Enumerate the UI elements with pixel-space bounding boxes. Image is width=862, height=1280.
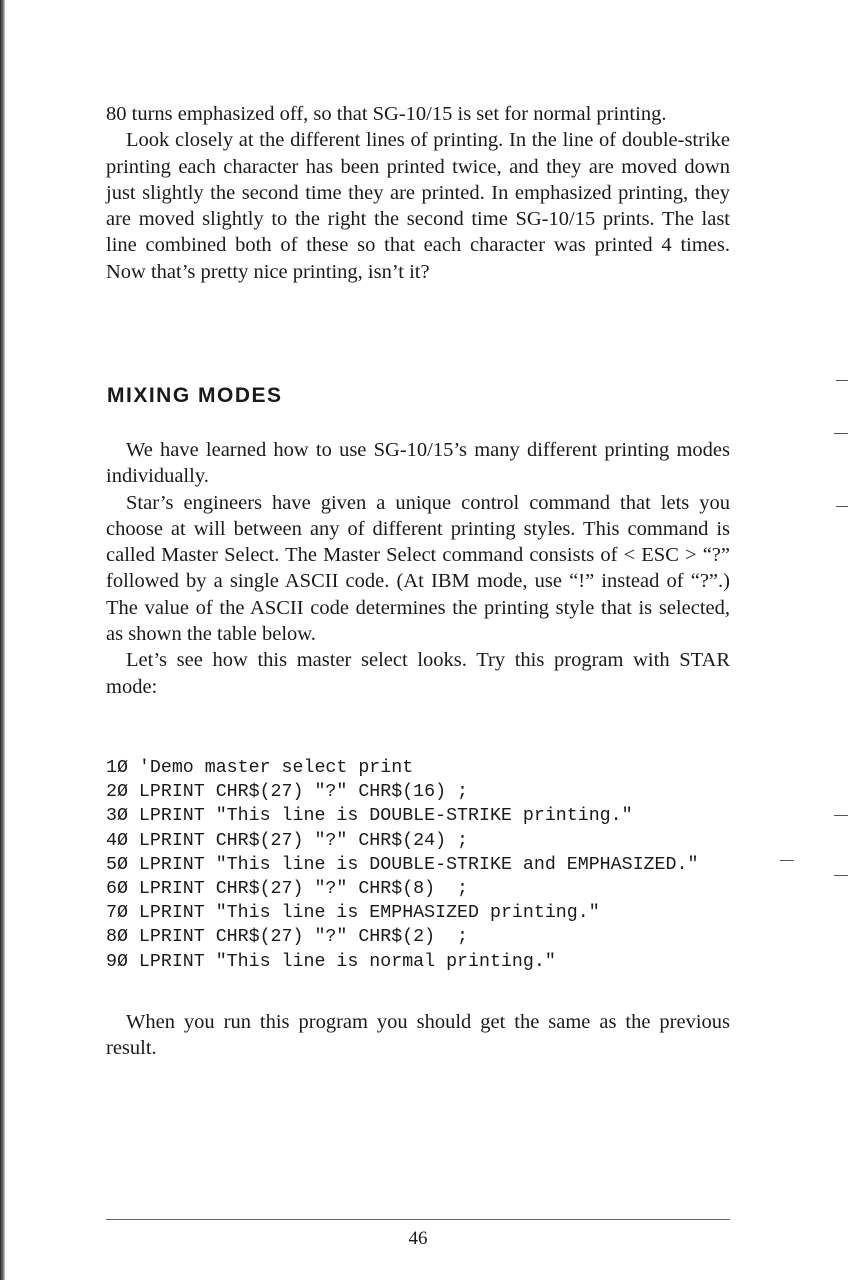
section-heading: MIXING MODES [107,384,283,407]
paragraph: We have learned how to use SG-10/15’s many different printing modes individually. [106,439,730,488]
code-line: 8Ø LPRINT CHR$(27) "?" CHR$(2) ; [106,927,469,948]
footer-rule [106,1219,730,1220]
code-listing [106,756,698,974]
section-text [106,437,730,700]
margin-mark [834,815,848,816]
margin-mark [834,875,848,876]
code-line: 9Ø LPRINT "This line is normal printing." [106,951,556,972]
code-line: 5Ø LPRINT "This line is DOUBLE-STRIKE and EMPHASIZED." [106,854,699,875]
paragraph: Look closely at the different lines of printing. In the line of double-strike printing each character has been printed twice, and they are moved down just slightly the second time they are printed. In emphasized printing, they are moved slightly to the right the second time SG-10/15 prints. The last line combined both of these so that each character was printed 4 times. Now that’s pretty nice printing, isn’t it? [106,129,730,283]
code-line: 6Ø LPRINT CHR$(27) "?" CHR$(8) ; [106,879,469,900]
margin-mark [836,380,848,381]
code-line: 2Ø LPRINT CHR$(27) "?" CHR$(16) ; [106,782,469,803]
margin-mark [836,506,848,507]
paragraph: 80 turns emphasized off, so that SG-10/15 is set for normal printing. [106,103,667,125]
intro-text [106,101,730,285]
paragraph: Star’s engineers have given a unique control command that lets you choose at will between any of different printing styles. This command is called Master Select. The Master Select command consists of < ESC > “?” followed by a single ASCII code. (At IBM mode, use “!” instead of “?”.) The value of the ASCII code determines the printing style that is selected, as shown the table below. [106,491,730,646]
margin-mark [780,860,794,861]
paragraph: Let’s see how this master select looks. Try this program with STAR mode: [106,649,730,698]
code-line: 1Ø 'Demo master select print [106,758,414,778]
closing-text [106,1009,730,1062]
margin-mark [834,433,848,434]
paragraph: When you run this program you should get the same as the previous result. [106,1011,730,1060]
code-line: 4Ø LPRINT CHR$(27) "?" CHR$(24) ; [106,830,469,851]
page-number: 46 [408,1228,428,1249]
code-line: 7Ø LPRINT "This line is EMPHASIZED printing." [106,903,600,924]
page-binding-edge [0,0,5,1280]
code-line: 3Ø LPRINT "This line is DOUBLE-STRIKE printing." [106,806,633,827]
